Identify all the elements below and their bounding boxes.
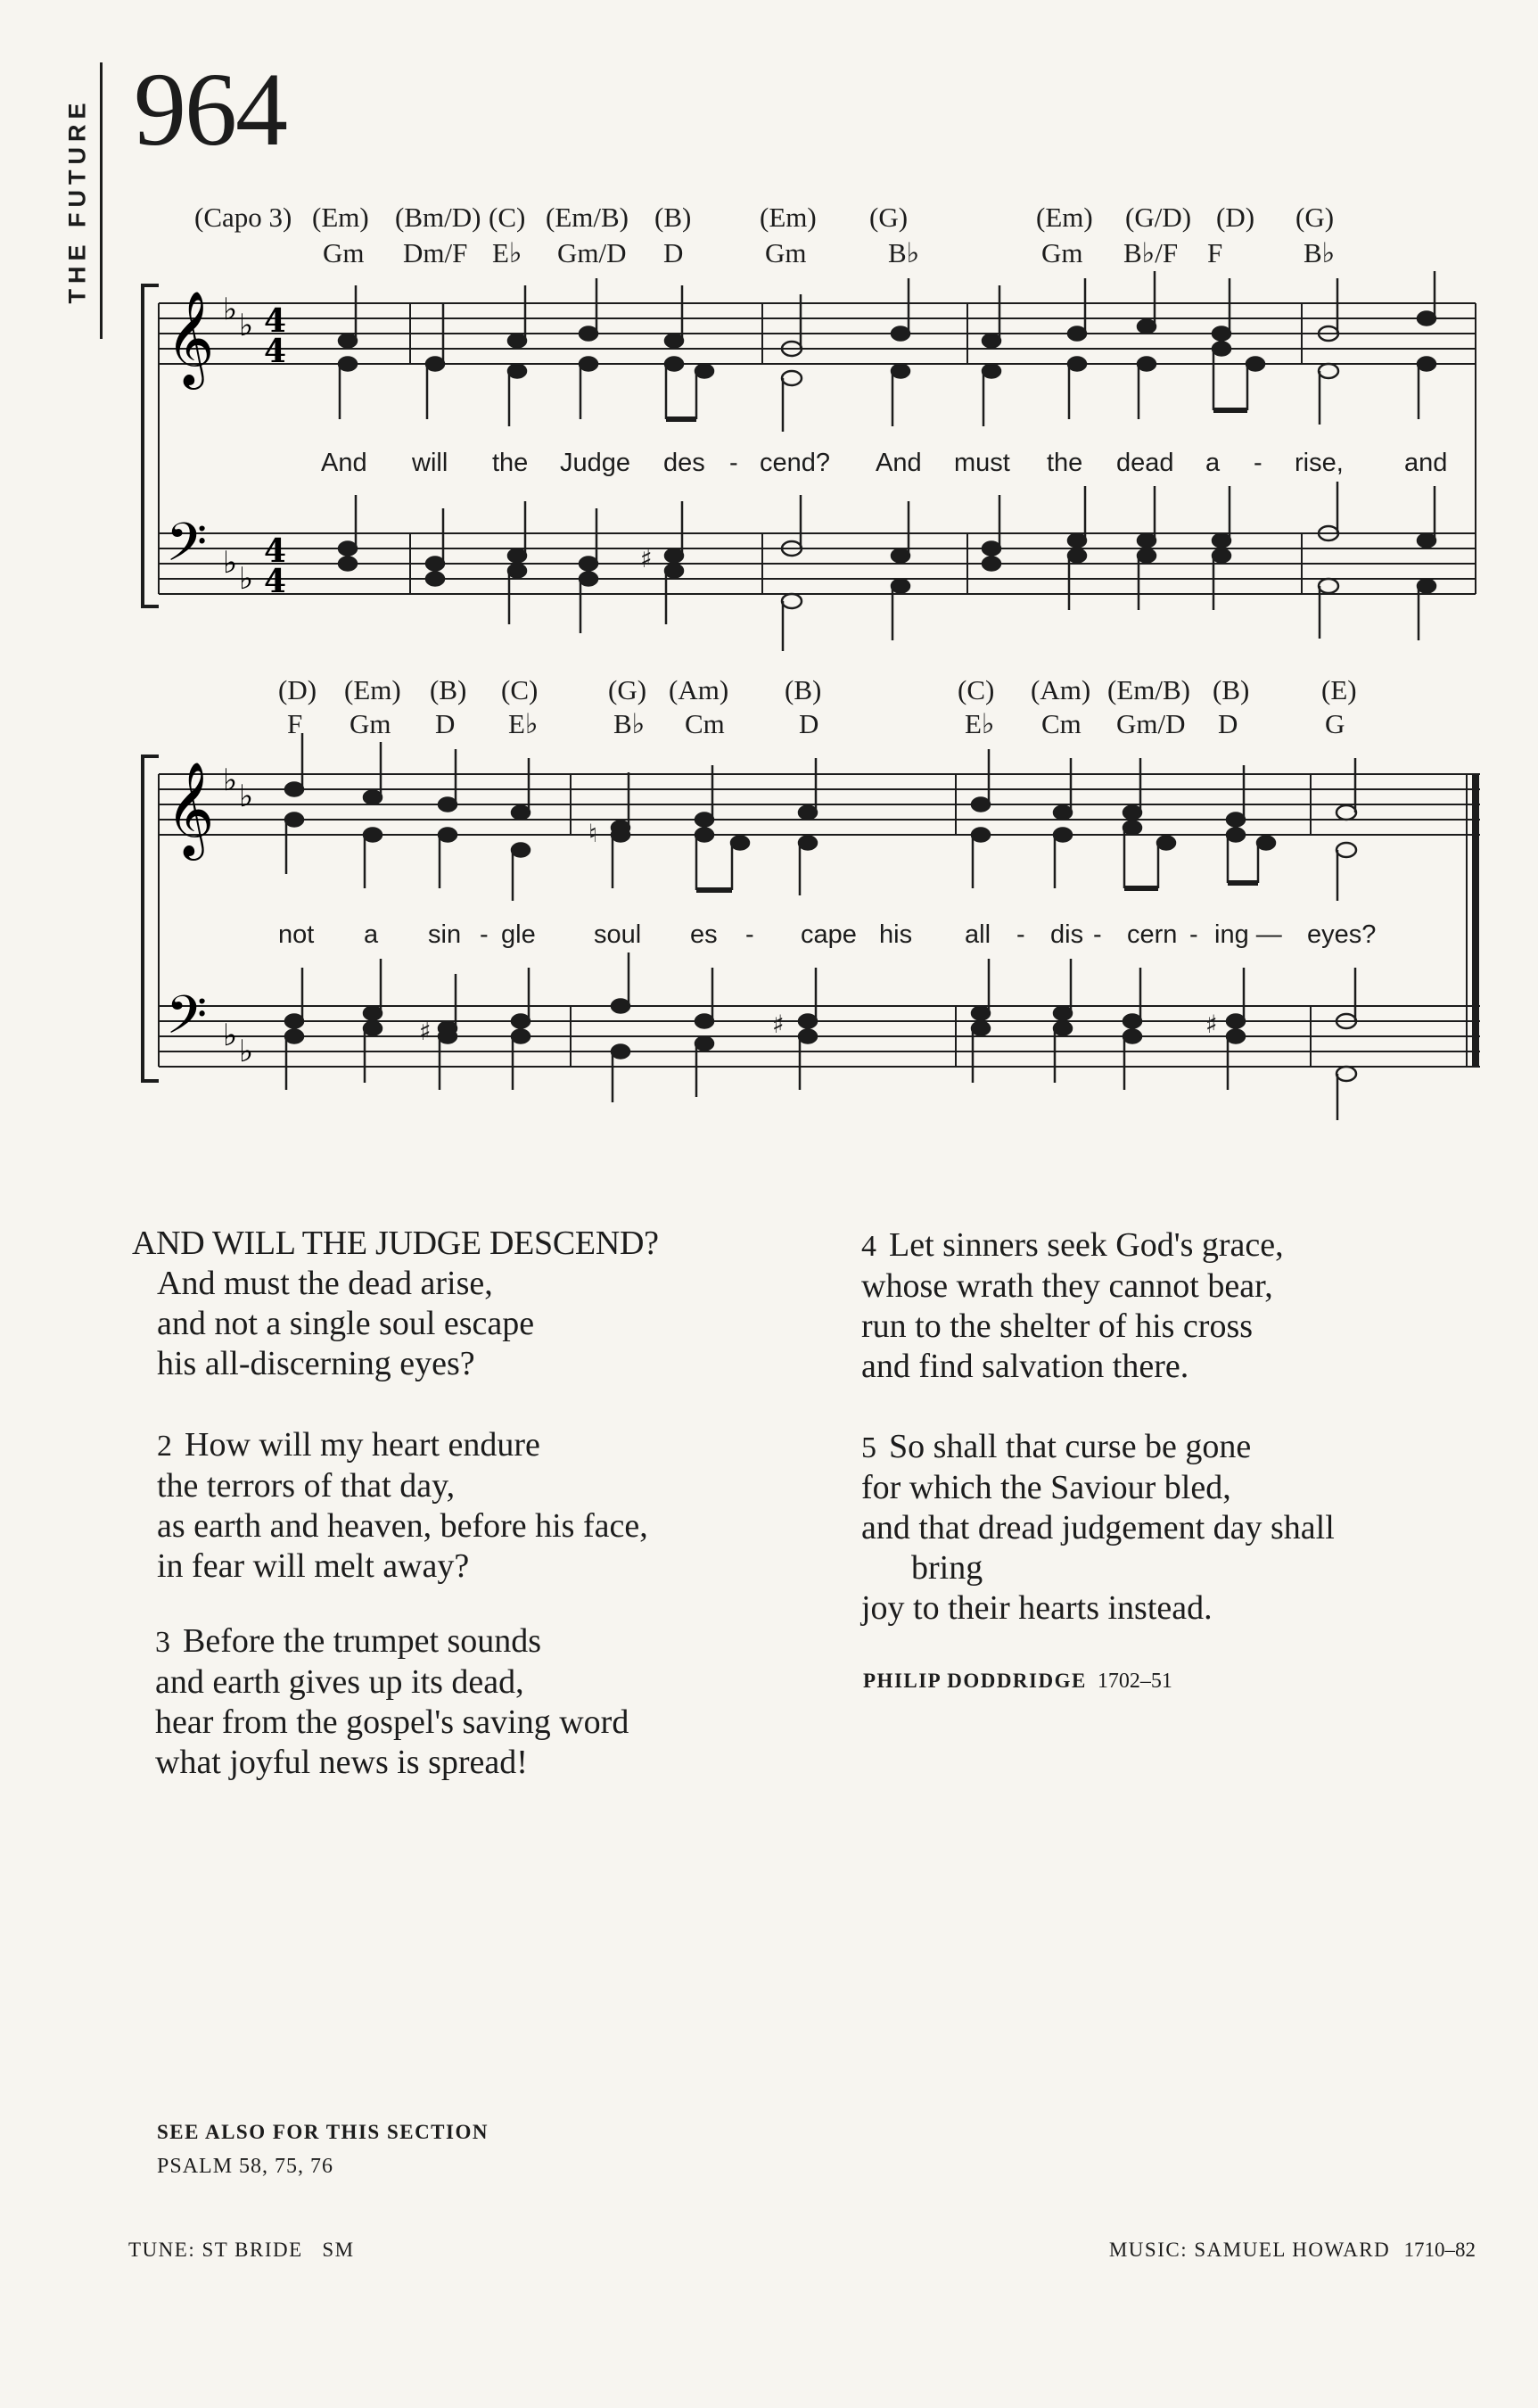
note [1336,843,1356,857]
verse-line: his all-discerning eyes? [157,1345,475,1382]
note [612,1045,629,1059]
verse-line: 2 How will my heart endure [157,1426,540,1464]
chord: B♭ [1304,237,1336,268]
note [512,844,530,857]
verse-number: 2 [157,1430,172,1463]
chord: E♭ [508,708,539,739]
note [1123,1030,1141,1043]
note [1336,1067,1356,1081]
alt-chord: (B) [430,674,467,705]
verse-line: in fear will melt away? [157,1547,470,1585]
lyric-syllable: cern [1127,920,1178,949]
verse-2 [157,1425,648,1587]
note [285,783,303,796]
treble-clef: 𝄞 [166,290,215,385]
verse-line: and not a single soul escape [157,1305,535,1342]
alt-chord: (G) [869,202,909,233]
note [695,829,713,842]
note [364,1022,382,1035]
lyric-syllable: the [492,449,529,477]
chord: D [663,237,684,268]
lyric-syllable: a [1205,449,1221,477]
lyric-syllable: Judge [560,449,631,477]
note [364,829,382,842]
music-credit [1109,2239,1476,2262]
note [799,806,817,820]
chord: D [435,708,456,739]
lyric-syllable: not [278,920,315,949]
lyric-hyphen: - [480,920,489,949]
alt-chord: (E) [1321,674,1357,705]
chord: Gm/D [557,237,627,268]
alt-chord: (Bm/D) [395,202,481,233]
verse-line: what joyful news is spread! [155,1744,528,1781]
lyric-syllable: the [1047,449,1083,477]
verse-number: 4 [861,1230,876,1263]
treble-clef: 𝄞 [166,761,215,856]
verse-line: bring [911,1549,983,1587]
composer-name: MUSIC: SAMUEL HOWARD [1108,2239,1391,2261]
chord: D [799,708,819,739]
lyric-hyphen: - [729,449,738,477]
note [695,1037,713,1051]
note [695,813,713,827]
note [1123,821,1141,835]
system2-bracket [143,756,159,1081]
svg-text:♯: ♯ [1205,1010,1218,1039]
lyric-syllable: des [663,449,705,477]
bass-clef: 𝄢 [166,511,208,586]
time-signature: 4 [264,333,287,370]
key-signature-flat: ♭ [223,292,238,327]
note [512,1030,530,1043]
verse-line: and find salvation there. [861,1348,1189,1385]
author-credit [863,1670,1172,1694]
note [1123,1015,1141,1028]
lyric-syllable: es [690,920,718,949]
lyric-hyphen: - [1254,449,1262,477]
lyric-syllable: cape [801,920,857,949]
alt-chord: (C) [958,674,995,705]
note [439,829,456,842]
chord: Gm [1041,237,1083,268]
svg-text:♯: ♯ [419,1017,432,1046]
note [799,837,817,850]
note [285,1030,303,1043]
chord: B♭ [888,237,920,268]
time-signature: 4 [264,563,287,600]
note [972,1022,990,1035]
verse-line: whose wrath they cannot bear, [861,1267,1273,1305]
see-also [157,2115,489,2183]
verse-line: 5 So shall that curse be gone [861,1428,1252,1465]
alt-chord: (D) [1216,202,1255,233]
chord: F [287,708,303,739]
chord: Dm/F [403,237,468,268]
note [799,1015,817,1028]
svg-text:♯: ♯ [640,544,653,573]
see-also-heading: SEE ALSO FOR THIS SECTION [157,2121,489,2143]
note [1157,837,1175,850]
chord: B♭/F [1123,237,1179,268]
lyric-syllable: all [965,920,991,949]
verse-line: the terrors of that day, [157,1467,456,1505]
lyric-syllable: sin [428,920,462,949]
verse-5 [861,1427,1335,1629]
alt-chord: (Em) [1036,202,1093,233]
alt-chord: (Am) [669,674,729,705]
verse-number: 3 [155,1626,170,1659]
lyric-syllable: rise, [1295,449,1344,477]
lyric-syllable: will [412,449,448,477]
note [1054,829,1072,842]
lyric-syllable: dis [1050,920,1084,949]
alt-chord: (Am) [1031,674,1091,705]
alt-chord: (C) [489,202,526,233]
section-title: THE FUTURE [63,97,91,304]
verse-line: 3 Before the trumpet sounds [155,1622,542,1660]
alt-chord: (Em) [760,202,817,233]
note [972,829,990,842]
tune-credit: TUNE: ST BRIDE SM [128,2239,355,2261]
hymn-title: AND WILL THE JUDGE DESCEND? [132,1225,659,1262]
alt-chord: (B) [1213,674,1250,705]
note [731,837,749,850]
note [439,1030,456,1043]
see-also-refs: PSALM 58, 75, 76 [157,2155,334,2178]
note [285,813,303,827]
chord: Gm [350,708,391,739]
key-signature-flat: ♭ [223,545,238,581]
note [364,1007,382,1020]
note [799,1030,817,1043]
verse-line: 4 Let sinners seek God's grace, [861,1226,1284,1264]
alt-chord: (B) [785,674,822,705]
lyric-syllable: And [321,449,367,477]
chord: G [1325,708,1345,739]
lyric-hyphen: - [1016,920,1025,949]
verse-line: joy to their hearts instead. [861,1589,1213,1627]
key-signature-flat: ♭ [239,779,254,814]
note [1227,1015,1245,1028]
note [972,798,990,812]
verse-1 [132,1224,659,1384]
verse-line: as earth and heaven, before his face, [157,1507,648,1545]
treble-staff-2 [159,774,1480,835]
lyric-syllable: his [879,920,913,949]
chord: Cm [685,708,725,739]
key-signature-flat: ♭ [239,1034,254,1069]
note [1336,805,1356,820]
author-dates: 1702–51 [1097,1670,1172,1693]
time-signature: 4 [264,302,287,340]
note [439,798,456,812]
system2-notation [0,0,1538,1159]
key-signature-flat: ♭ [223,1018,238,1053]
alt-chord: (Em) [344,674,401,705]
note [612,829,629,842]
note [1227,1030,1245,1043]
alt-chord: (G) [1295,202,1335,233]
note [285,1015,303,1028]
lyric-syllable: and [1404,449,1448,477]
alt-chord: (B) [654,202,692,233]
verse-line: and that dread judgement day shall [861,1509,1335,1546]
note [1227,829,1245,842]
note [1054,806,1072,820]
bass-staff-2 [159,1006,1480,1067]
lyric-syllable: soul [594,920,642,949]
treble-notes-2 [285,733,1356,901]
lyric-syllable: ing — [1214,920,1282,949]
lyric-hyphen: - [745,920,754,949]
verse-number: 5 [861,1431,876,1464]
lyric-syllable: a [364,920,379,949]
lyric-syllable: And [876,449,922,477]
note [1227,813,1245,827]
alt-chord: (C) [501,674,539,705]
alt-chord: (Em/B) [1107,674,1190,705]
chord: Cm [1041,708,1082,739]
lyric-hyphen: - [1093,920,1102,949]
verse-line: run to the shelter of his cross [861,1307,1254,1345]
verse-line: for which the Saviour bled, [861,1469,1231,1506]
verse-line: And must the dead arise, [157,1265,493,1302]
note [612,1000,629,1013]
svg-text:♮: ♮ [588,819,598,848]
note [1054,1007,1072,1020]
note [512,806,530,820]
key-signature-flat: ♭ [223,763,238,798]
key-signature-flat: ♭ [239,308,254,343]
note [1257,837,1275,850]
note [512,1015,530,1028]
chord: Gm [323,237,365,268]
verse-4 [861,1225,1284,1387]
chord: D [1218,708,1238,739]
note [1054,1022,1072,1035]
chord: Gm [765,237,807,268]
chord: E♭ [965,708,995,739]
verse-line: hear from the gospel's saving word [155,1703,629,1741]
hymn-number: 964 [134,51,286,168]
alt-chord: (Em/B) [546,202,629,233]
chord: E♭ [492,237,522,268]
chord: B♭ [613,708,646,739]
verse-3 [155,1621,629,1783]
lyric-syllable: gle [501,920,536,949]
alt-chord: (D) [278,674,317,705]
svg-text:♯: ♯ [772,1010,785,1039]
note [1123,806,1141,820]
note [364,791,382,804]
alt-chord: (G) [608,674,647,705]
note [695,1015,713,1028]
author-name: PHILIP DODDRIDGE [863,1670,1087,1692]
key-signature-flat: ♭ [239,561,254,597]
bass-clef: 𝄢 [166,984,208,1059]
lyric-syllable: dead [1116,449,1174,477]
chord: Gm/D [1116,708,1186,739]
chord: F [1207,237,1223,268]
lyric-hyphen: - [1189,920,1198,949]
alt-chord: (G/D) [1125,202,1192,233]
verse-line: and earth gives up its dead, [155,1663,524,1701]
note [972,1007,990,1020]
lyric-syllable: cend? [760,449,831,477]
composer-dates: 1710–82 [1403,2239,1476,2261]
time-signature: 4 [264,532,287,570]
alt-chord: (Em) [312,202,369,233]
lyric-syllable: eyes? [1307,920,1377,949]
capo-indicator: (Capo 3) [194,202,292,233]
lyric-syllable: must [954,449,1010,477]
